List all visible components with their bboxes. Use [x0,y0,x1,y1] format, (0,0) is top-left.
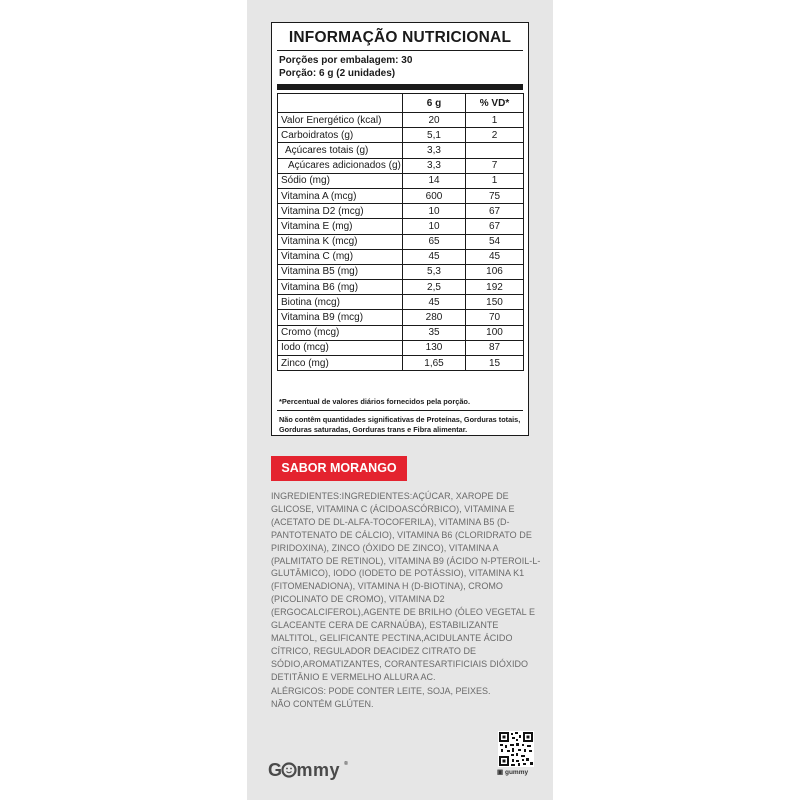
nutrient-dv: 1 [466,173,524,188]
nutrient-dv: 75 [466,188,524,203]
table-row [278,128,524,143]
nutrient-name: Cromo (mcg) [278,325,403,340]
nutrient-dv [466,143,524,158]
flavor-badge: SABOR MORANGO [271,456,407,481]
nutrient-dv: 150 [466,295,524,310]
table-row [278,143,524,158]
gummy-logo-icon [268,757,354,783]
footnote-dv: *Percentual de valores diários fornecidos pela porção. [279,397,470,406]
table-row [278,113,524,128]
nutrient-name: Zinco (mg) [278,356,403,371]
servings-info [279,54,412,80]
nutrient-dv: 45 [466,249,524,264]
nutrient-dv: 2 [466,128,524,143]
table-row [278,325,524,340]
nutrient-amount: 14 [403,173,466,188]
nutrient-name: Sódio (mg) [278,173,403,188]
thick-divider [277,84,523,90]
table-row [278,173,524,188]
header-amount: 6 g [403,94,466,113]
table-row [278,340,524,355]
nutrient-dv: 7 [466,158,524,173]
nutrient-amount: 280 [403,310,466,325]
nutrient-dv: 67 [466,204,524,219]
allergen-info [271,685,541,711]
qr-code[interactable] [498,731,534,767]
nutrient-name: Vitamina A (mcg) [278,188,403,203]
nutrition-facts-box [271,22,529,436]
table-row [278,219,524,234]
header-dv: % VD* [466,94,524,113]
nutrient-amount: 35 [403,325,466,340]
nutrient-amount: 65 [403,234,466,249]
nutrient-dv: 192 [466,280,524,295]
servings-per-package: Porções por embalagem: 30 [279,55,413,66]
nutrient-amount: 45 [403,249,466,264]
nutrient-name: Vitamina D2 (mcg) [278,204,403,219]
nutrient-name: Vitamina E (mg) [278,219,403,234]
table-header-row [278,94,524,113]
nutrient-name: Biotina (mcg) [278,295,403,310]
nutrient-dv: 70 [466,310,524,325]
nutrient-dv: 106 [466,264,524,279]
svg-text:®: ® [344,761,349,767]
table-row [278,234,524,249]
nutrient-amount: 600 [403,188,466,203]
nutrient-name: Vitamina K (mcg) [278,234,403,249]
nutrient-amount: 45 [403,295,466,310]
nutrient-dv: 1 [466,113,524,128]
nutrient-name: Açúcares adicionados (g) [278,158,403,173]
qr-code-icon [498,731,534,767]
svg-text:G: G [268,760,283,780]
table-row [278,204,524,219]
table-row [278,295,524,310]
nutrient-amount: 10 [403,219,466,234]
nutrient-amount: 5,1 [403,128,466,143]
nutrient-name: Vitamina B5 (mg) [278,264,403,279]
nutrient-name: Vitamina B9 (mcg) [278,310,403,325]
table-row [278,249,524,264]
nutrient-name: Açúcares totais (g) [278,143,403,158]
table-row [278,280,524,295]
gluten-text: NÃO CONTÉM GLÚTEN. [271,698,374,709]
nutrient-amount: 10 [403,204,466,219]
qr-label-text: gummy [504,769,529,776]
table-row [278,158,524,173]
nutrition-table [277,93,524,371]
table-row [278,188,524,203]
divider [277,50,523,51]
divider [277,410,523,411]
svg-text:mmy: mmy [296,760,341,780]
nutrient-amount: 5,3 [403,264,466,279]
nutrient-dv: 100 [466,325,524,340]
serving-size: Porção: 6 g (2 unidades) [279,68,396,79]
nutrient-name: Iodo (mcg) [278,340,403,355]
nutrient-dv: 67 [466,219,524,234]
footnote-not-significant: Não contêm quantidades significativas de Proteínas, Gorduras totais, Gorduras saturadas, Gorduras trans e Fibra alimentar. [279,415,521,434]
header-nutrient [278,94,403,113]
nutrition-title: INFORMAÇÃO NUTRICIONAL [288,29,512,46]
nutrient-amount: 3,3 [403,143,466,158]
nutrient-name: Vitamina C (mg) [278,249,403,264]
brand-logo [268,757,354,788]
qr-label [497,768,528,776]
table-row [278,310,524,325]
nutrient-amount: 130 [403,340,466,355]
nutrient-amount: 3,3 [403,158,466,173]
nutrient-name: Valor Energético (kcal) [278,113,403,128]
allergens-text: ALÉRGICOS: PODE CONTER LEITE, SOJA, PEIXES. [271,686,491,696]
instagram-icon: ▣ [497,769,504,776]
nutrient-name: Carboidratos (g) [278,128,403,143]
nutrient-amount: 1,65 [403,356,466,371]
nutrient-amount: 2,5 [403,280,466,295]
ingredients-text: INGREDIENTES:INGREDIENTES:AÇÚCAR, XAROPE DE GLICOSE, VITAMINA C (ÁCIDOASCÓRBICO), VITAMINA E (ACETATO DE DL-ALFA-TOCOFERILA), VITAMINA B5 (D-PANTOTENATO DE CÁLCIO), VITAMINA B6 (CLORIDRATO DE PIRIDOXINA), ZINCO (ÓXIDO DE ZINCO), VITAMINA A (PALMITATO DE RETINOL), VITAMINA B9 (ÁCIDO N-PTEROIL-L-GLUTÂMICO), IODO (IODETO DE POTÁSSIO), VITAMINA K1 (FITOMENADIONA), VITAMINA H (D-BIOTINA), CROMO (PICOLINATO DE CROMO), VITAMINA D2 (ERGOCALCIFEROL),AGENTE DE BRILHO (ÓLEO VEGETAL E GLACEANTE CERA DE CARNAÚBA), ESTABILIZANTE MALTITOL, GELIFICANTE PECTINA,ACIDULANTE ÁCIDO CÍTRICO, REGULADOR DEACIDEZ CITRATO DE SÓDIO,AROMATIZANTES, CORANTESARTIFICIAIS DIÓXIDO DETITÂNIO E VERMELHO ALLURA AC. [271,491,541,682]
nutrient-dv: 54 [466,234,524,249]
nutrient-name: Vitamina B6 (mg) [278,280,403,295]
nutrient-dv: 87 [466,340,524,355]
table-row [278,264,524,279]
nutrient-amount: 20 [403,113,466,128]
table-row [278,356,524,371]
nutrient-dv: 15 [466,356,524,371]
